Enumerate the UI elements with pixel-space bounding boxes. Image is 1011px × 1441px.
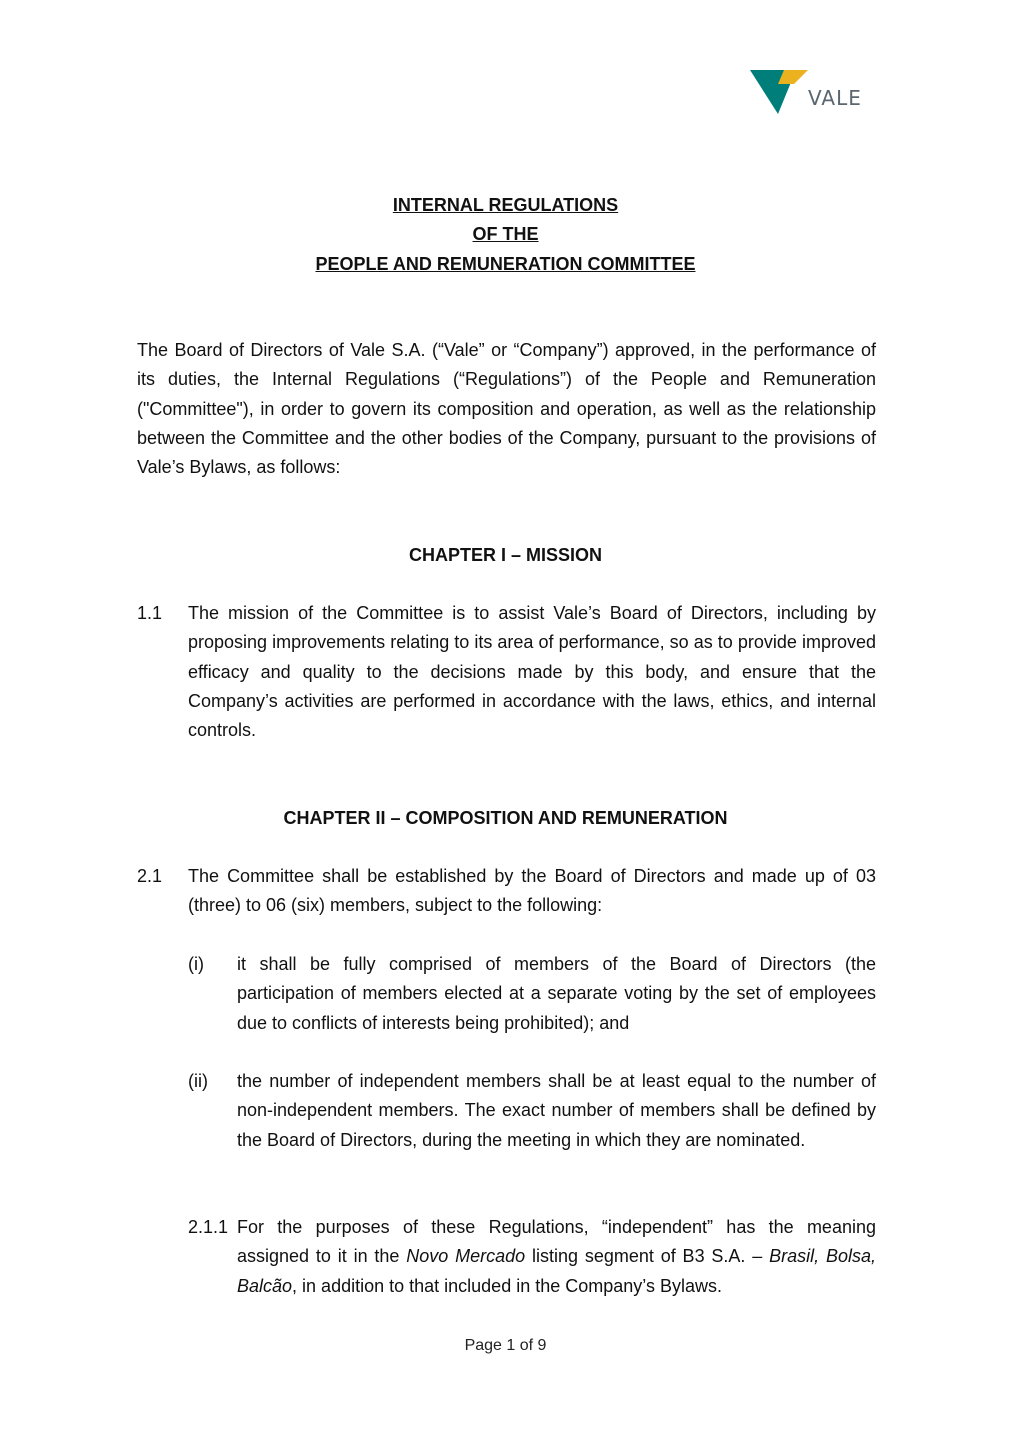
- novo-mercado-term: Novo Mercado: [406, 1246, 526, 1267]
- clause-number: 2.1: [137, 866, 163, 886]
- item-text: the number of independent members shall be at least equal to the number of non-independent members. The exact number of members shall be defined by the Board of Directors, during the meeting in which they are nominated.: [237, 1071, 876, 1150]
- text-part: listing segment of B3 S.A. –: [525, 1246, 770, 1267]
- item-text: it shall be fully comprised of members of the Board of Directors (the participation of members elected at a separate voting by the set of employees due to conflicts of interests being prohibited); and: [237, 954, 876, 1033]
- item-ii: [188, 1067, 876, 1187]
- vale-logo-mark: [748, 66, 808, 118]
- item-i: [188, 950, 876, 1040]
- text-part: , in addition to that included in the Company’s Bylaws.: [292, 1275, 722, 1296]
- chapter-1-heading: CHAPTER I – MISSION: [408, 545, 603, 565]
- title-line-1: INTERNAL REGULATIONS: [392, 195, 619, 215]
- document-title: [0, 191, 1011, 279]
- clause-text: The mission of the Committee is to assist Vale’s Board of Directors, including by proposing improvements relating to its area of performance, so as to provide improved efficacy and quality to the decisions made by this body, and ensure that the Company’s activities are performed in accordance with the laws, ethics, and internal controls.: [188, 603, 876, 741]
- clause-number: 1.1: [137, 603, 163, 623]
- chapter-2-heading: CHAPTER II – COMPOSITION AND REMUNERATION: [283, 808, 728, 828]
- item-number: (ii): [188, 1071, 208, 1091]
- clause-text: The Committee shall be established by the Board of Directors and made up of 03 (three) to 06 (six) members, subject to the following:: [188, 866, 876, 916]
- intro-paragraph: The Board of Directors of Vale S.A. (“Vale” or “Company”) approved, in the performance of its duties, the Internal Regulations (“Regulations”) of the People and Remuneration ("Committee"), in order to govern its composition and operation, as well as the relationship between the Committee and the other bodies of the Company, pursuant to the provisions of Vale’s Bylaws, as follows:: [137, 340, 876, 478]
- vale-logo: [748, 66, 870, 118]
- logo-text: VALE: [808, 86, 862, 110]
- page-number: Page 1 of 9: [464, 1337, 547, 1354]
- item-number: (i): [188, 954, 204, 974]
- clause-number: 2.1.1: [188, 1217, 229, 1237]
- title-line-2: OF THE: [472, 224, 539, 245]
- clause-2-1-1: [188, 1213, 876, 1303]
- b3-name-term: Brasil, Bolsa, Balcão: [237, 1246, 876, 1296]
- clause-text: [237, 1213, 876, 1301]
- clause-1-1: [137, 599, 876, 749]
- text-part: For the purposes of these Regulations, “independent” has the meaning assigned to it in the: [237, 1217, 876, 1267]
- title-line-3: PEOPLE AND REMUNERATION COMMITTEE: [315, 253, 696, 274]
- clause-2-1: [137, 862, 876, 922]
